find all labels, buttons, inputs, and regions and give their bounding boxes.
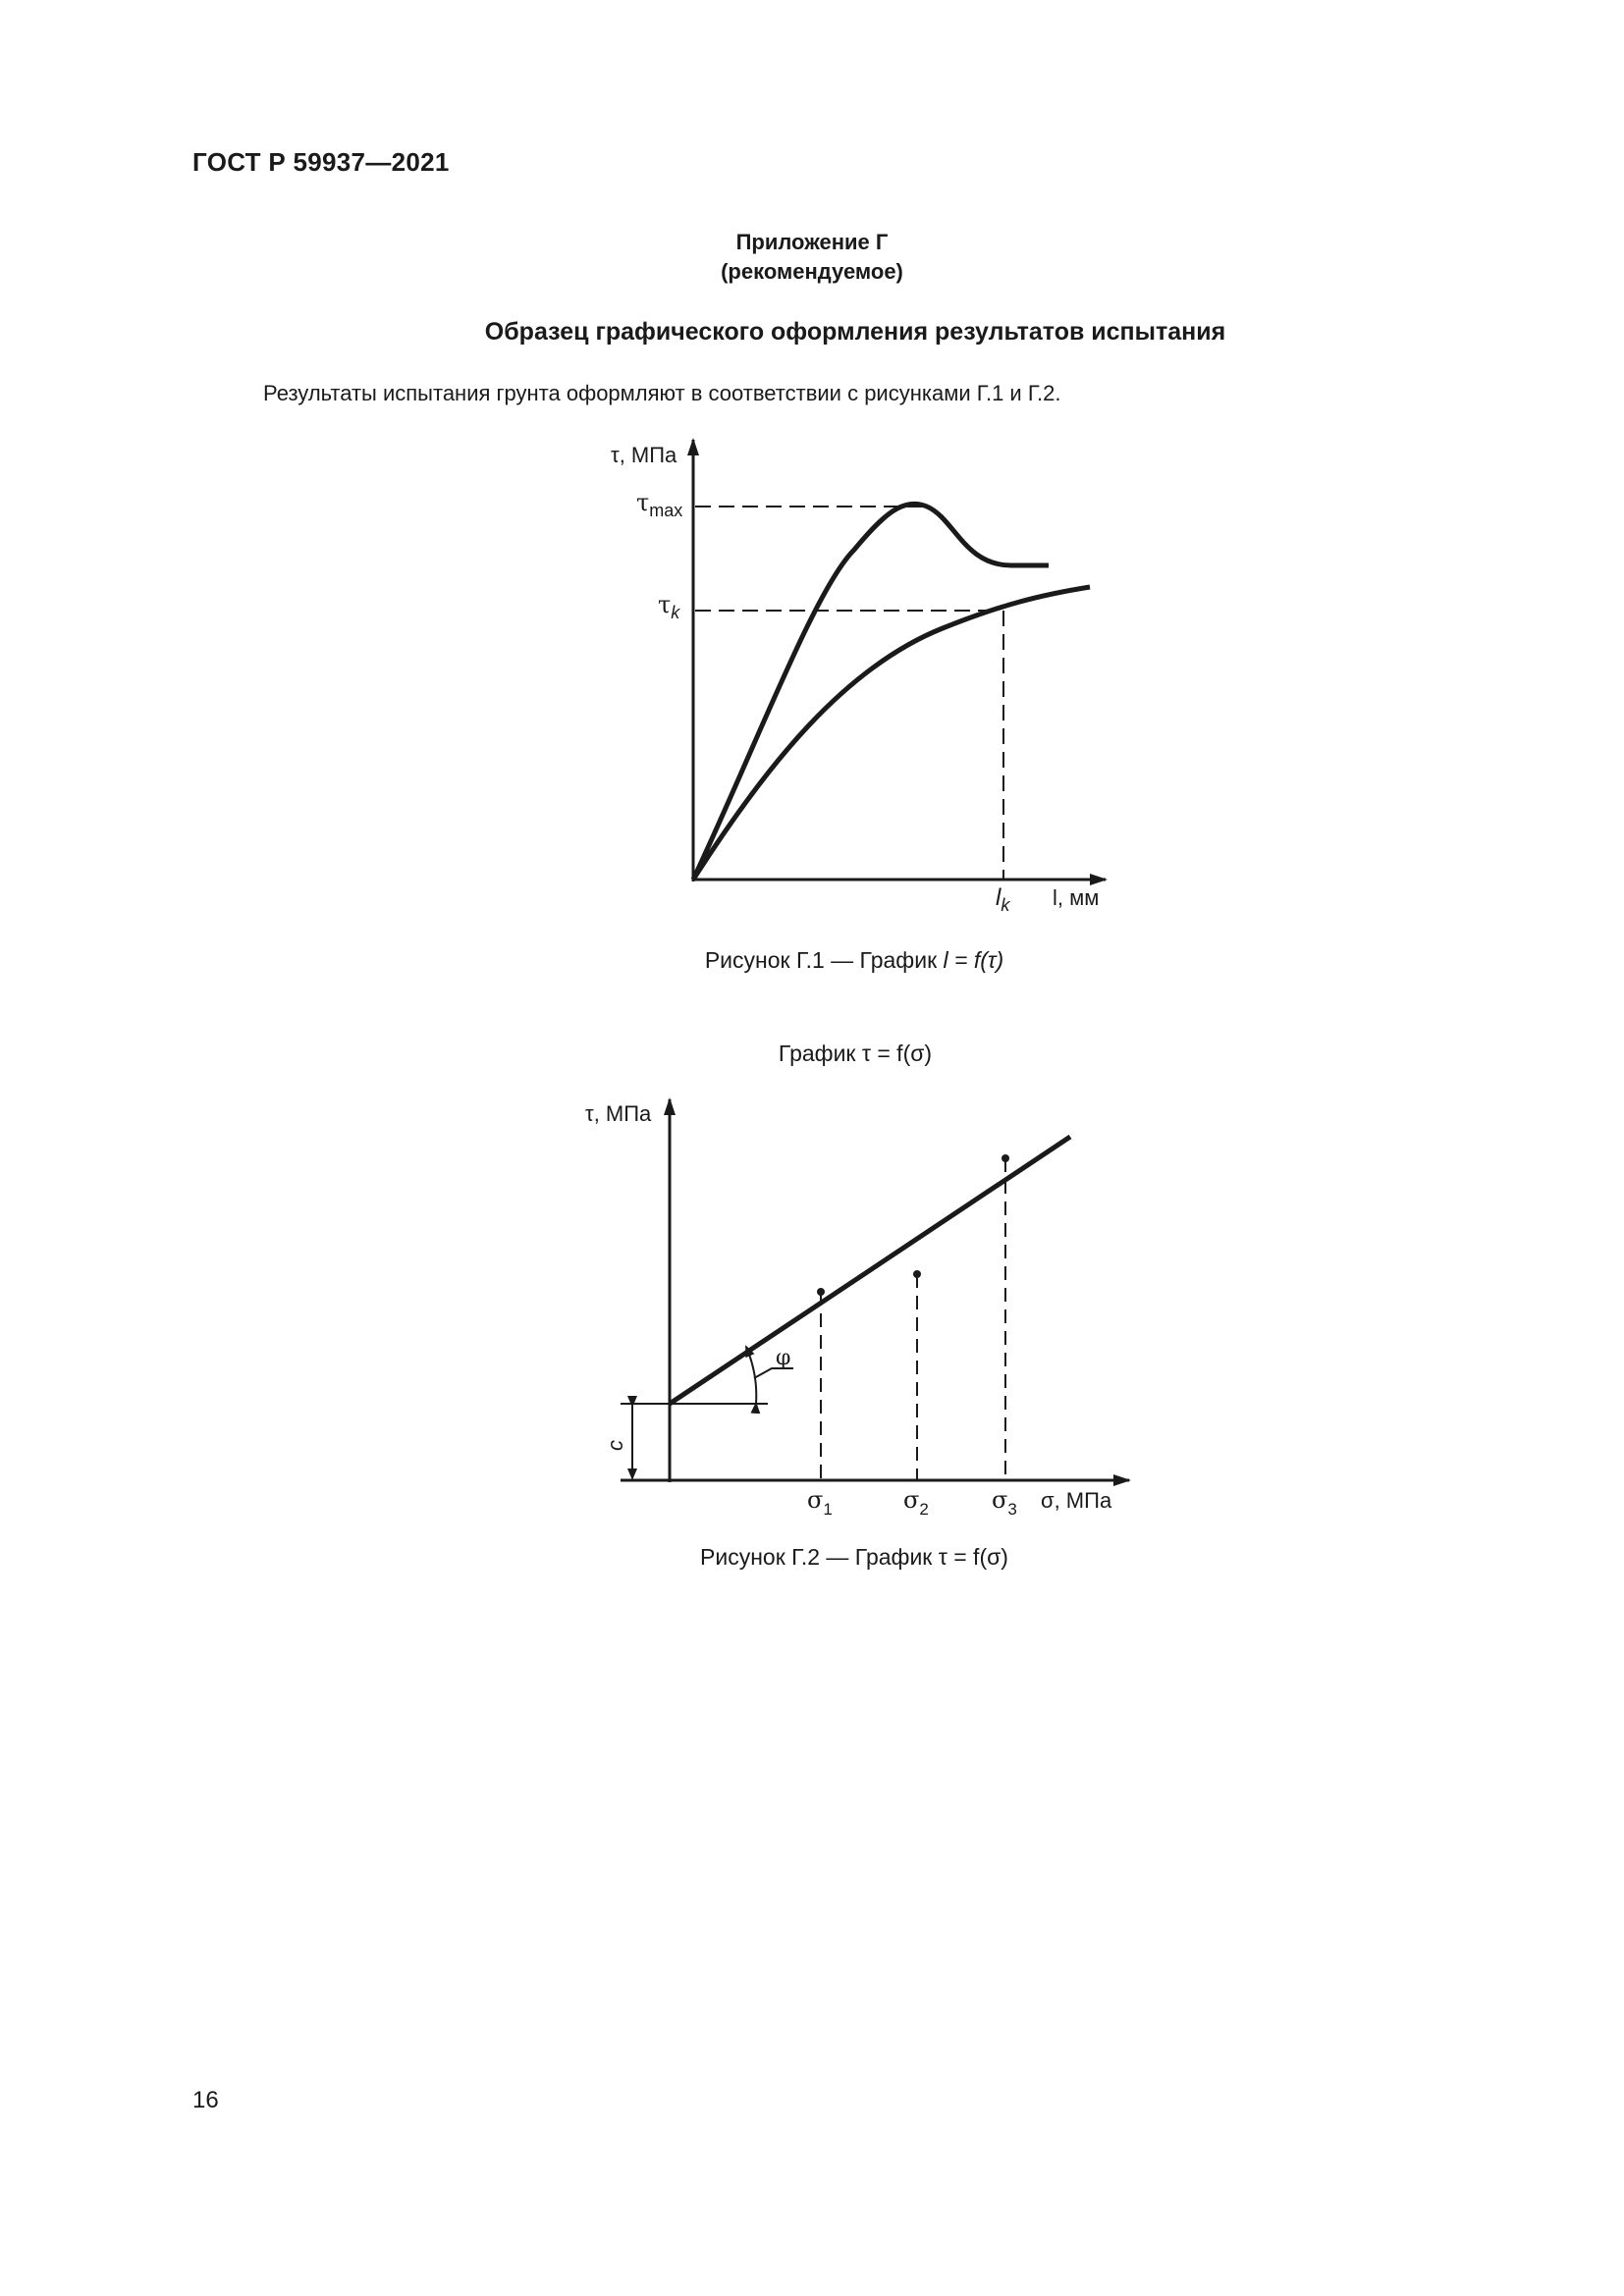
sigma-1-sub: 1	[823, 1500, 833, 1519]
figure-1-caption-prefix: Рисунок Г.1 — График	[704, 947, 944, 973]
svg-text:σ3	[992, 1486, 1017, 1519]
sigma-2-symbol: σ	[903, 1486, 920, 1514]
tau-max-sub: max	[649, 501, 683, 520]
section-title: Образец графического оформления результатов испытания	[484, 318, 1226, 346]
figure-2-graph-title: График τ = f(σ)	[778, 1041, 933, 1066]
annex-type: (рекомендуемое)	[721, 259, 903, 284]
cohesion-label: c	[603, 1440, 627, 1451]
figure-1-y-axis-label: τ, МПа	[611, 443, 677, 467]
figure-2-x-axis-label: σ, МПа	[1041, 1488, 1112, 1513]
figure-2-caption-formula: τ = f(σ)	[938, 1544, 1008, 1570]
intro-paragraph: Результаты испытания грунта оформляют в соответствии с рисунками Г.1 и Г.2.	[263, 381, 1061, 405]
test-point-3	[1001, 1154, 1009, 1162]
sigma-1-symbol: σ	[807, 1486, 824, 1514]
shear-envelope-line	[670, 1137, 1070, 1404]
svg-text:σ1	[807, 1486, 833, 1519]
friction-angle-label: φ	[776, 1346, 791, 1370]
annex-title: Приложение Г	[735, 230, 889, 254]
tau-k-symbol: τ	[658, 591, 672, 618]
l-k-sub: k	[1001, 895, 1010, 915]
test-point-1	[817, 1288, 825, 1296]
test-point-2	[913, 1270, 921, 1278]
angle-arc	[746, 1347, 756, 1404]
sigma-3-sub: 3	[1007, 1500, 1017, 1519]
figure-1-x-axis-label: l, мм	[1053, 885, 1100, 910]
tau-max-symbol: τ	[636, 489, 650, 516]
sigma-3-symbol: σ	[992, 1486, 1008, 1514]
svg-text:σ2	[903, 1486, 929, 1519]
document-header: ГОСТ Р 59937—2021	[192, 147, 450, 177]
tau-k-sub: k	[671, 603, 680, 622]
figure-1-caption-formula: l = f(τ)	[943, 947, 1004, 973]
figure-2-y-axis-label: τ, МПа	[585, 1101, 652, 1126]
figure-2-caption-prefix: Рисунок Г.2 — График	[700, 1544, 939, 1570]
sigma-2-sub: 2	[919, 1500, 929, 1519]
l-k-symbol: l	[996, 884, 1001, 911]
page-number: 16	[192, 2087, 219, 2113]
figure-2-caption	[0, 1544, 1624, 1571]
